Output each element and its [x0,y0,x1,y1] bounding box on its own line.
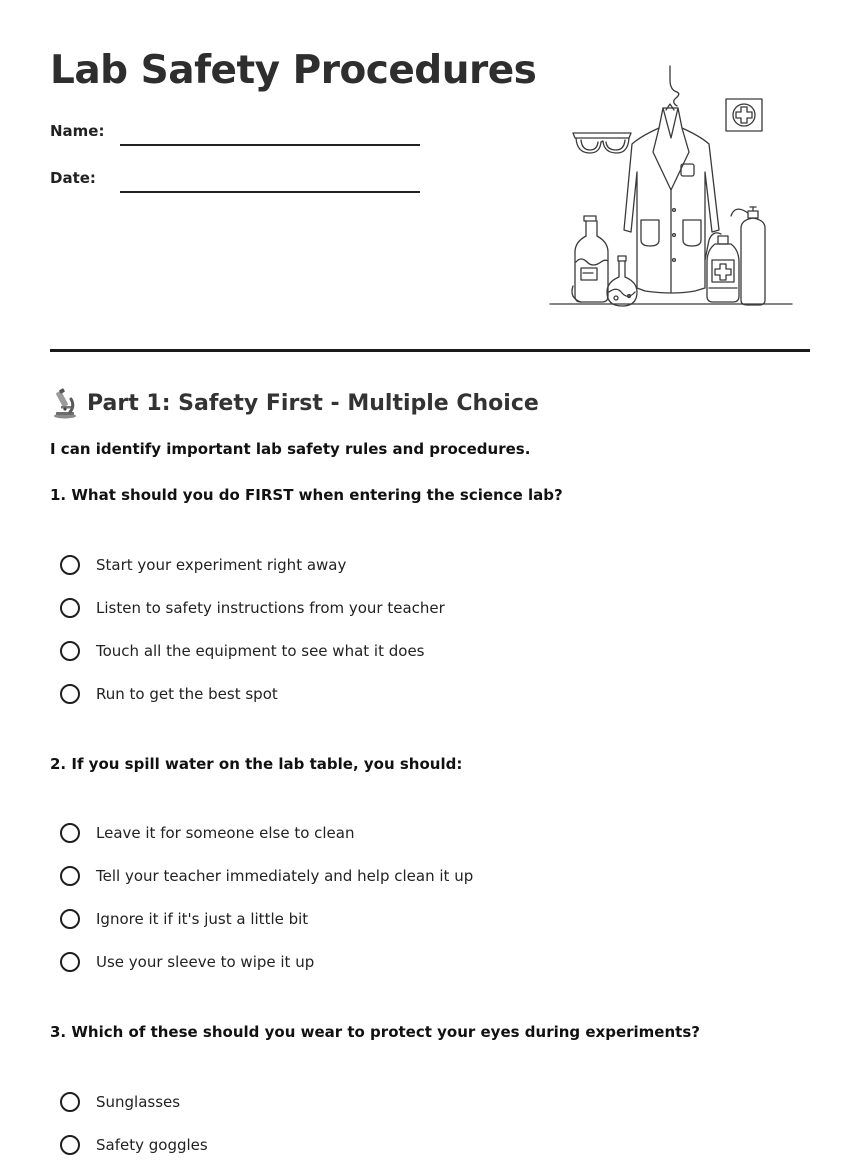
radio-button[interactable] [60,866,80,886]
name-field[interactable] [50,122,420,152]
q3-option-b[interactable] [60,1132,208,1158]
q2-option-a[interactable] [60,820,355,846]
radio-button[interactable] [60,909,80,929]
option-label: Start your experiment right away [96,556,347,574]
q2-option-c[interactable] [60,906,308,932]
q2-option-d[interactable] [60,949,314,975]
flask-icon [607,256,637,306]
page-title: Lab Safety Procedures [50,48,537,93]
radio-button[interactable] [60,641,80,661]
first-aid-sign-icon [726,99,762,131]
radio-button[interactable] [60,823,80,843]
radio-button[interactable] [60,1135,80,1155]
radio-button[interactable] [60,598,80,618]
section-heading [50,386,539,420]
date-line[interactable] [120,191,420,193]
option-label: Run to get the best spot [96,685,278,703]
option-label: Safety goggles [96,1136,208,1154]
date-field[interactable] [50,169,420,199]
microscope-icon [50,387,80,419]
q3-option-a[interactable] [60,1089,180,1115]
question-1: 1. What should you do FIRST when entering the science lab? [50,486,563,504]
lab-coat-icon [624,108,719,293]
section-title: Part 1: Safety First - Multiple Choice [87,390,539,416]
radio-button[interactable] [60,684,80,704]
name-line[interactable] [120,144,420,146]
option-label: Leave it for someone else to clean [96,824,355,842]
q2-option-b[interactable] [60,863,473,889]
learning-objective: I can identify important lab safety rules and procedures. [50,440,531,458]
gas-cylinder-icon [731,207,765,305]
q1-option-b[interactable] [60,595,445,621]
lab-equipment-illustration [545,60,795,312]
header-divider [50,349,810,352]
q1-option-a[interactable] [60,552,346,578]
radio-button[interactable] [60,952,80,972]
option-label: Listen to safety instructions from your teacher [96,599,445,617]
date-label: Date: [50,169,96,187]
option-label: Tell your teacher immediately and help clean it up [96,867,474,885]
q1-option-d[interactable] [60,681,278,707]
option-label: Use your sleeve to wipe it up [96,953,315,971]
name-label: Name: [50,122,105,140]
goggles-icon [573,133,631,153]
option-label: Ignore it if it's just a little bit [96,910,309,928]
radio-button[interactable] [60,555,80,575]
option-label: Sunglasses [96,1093,181,1111]
fire-extinguisher-icon [705,233,739,302]
question-3: 3. Which of these should you wear to protect your eyes during experiments? [50,1023,700,1041]
option-label: Touch all the equipment to see what it does [96,642,425,660]
reagent-bottle-icon [572,216,608,302]
q1-option-c[interactable] [60,638,424,664]
radio-button[interactable] [60,1092,80,1112]
question-2: 2. If you spill water on the lab table, you should: [50,755,463,773]
